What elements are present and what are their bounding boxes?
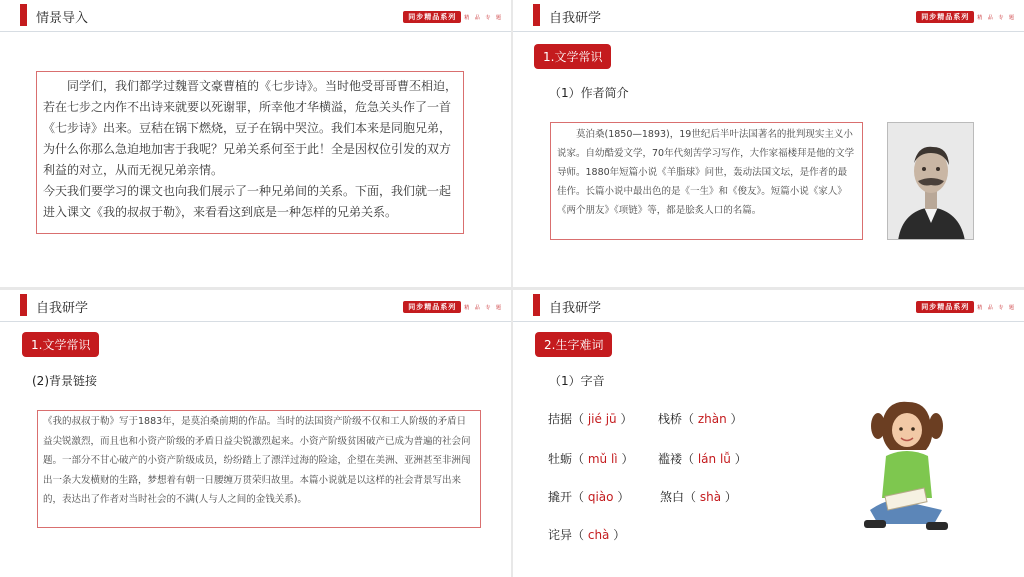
vocab-pinyin: qiào	[587, 490, 614, 504]
section-tag: 2.生字难词	[535, 332, 612, 357]
slide-background	[0, 290, 511, 577]
vocab-word: 撬开	[548, 490, 573, 504]
slide-title: 自我研学	[36, 301, 89, 316]
brand-label: 同步精品系列	[916, 11, 974, 23]
header-accent-bar	[533, 294, 540, 316]
vocab-item: 栈桥（ zhàn ）	[658, 412, 743, 426]
slide-title: 自我研学	[549, 11, 602, 26]
author-portrait	[887, 122, 974, 240]
vocab-item: 牡蛎（ mǔ lì ）	[548, 452, 634, 466]
brand-badge	[403, 301, 503, 313]
background-text-box: 《我的叔叔于勒》写于1883年，是莫泊桑前期的作品。当时的法国资产阶级不仅和工人阶级的矛盾日益尖锐激烈，而且也和小资产阶级的矛盾日益尖锐激烈起来。小资产阶级贫困破产已成为普遍的社会问题。一部分不甘心破产的小资产阶级成员，纷纷踏上了漂洋过海的险途，企望在美洲、亚洲甚至非洲闯出一条大发横财的生路，梦想着有朝一日腰缠万贯荣归故里。本篇小说就是以这样的社会背景写出来的，表达出了作者对当时社会的不满(人与人之间的金钱关系)。	[37, 410, 481, 528]
vocab-word: 拮据	[548, 412, 573, 426]
brand-sub-label: 精 品 专 题	[977, 14, 1016, 21]
vocab-pinyin: mǔ lì	[587, 452, 618, 466]
brand-sub-label: 精 品 专 题	[464, 304, 503, 311]
vocab-word: 褴褛	[658, 452, 683, 466]
slide-title: 情景导入	[36, 11, 89, 26]
vocab-item: 诧异（ chà ）	[548, 528, 626, 542]
vocab-pinyin: jié jū	[587, 412, 617, 426]
vocab-item: 撬开（ qiào ）	[548, 490, 630, 504]
brand-badge	[403, 11, 503, 23]
section-tag: 1.文学常识	[22, 332, 99, 357]
brand-sub-label: 精 品 专 题	[977, 304, 1016, 311]
vocab-item: 拮据（ jié jū ）	[548, 412, 633, 426]
brand-label: 同步精品系列	[403, 301, 461, 313]
header-accent-bar	[20, 4, 27, 26]
slide-header	[0, 290, 511, 322]
vocab-item: 煞白（ shà ）	[660, 490, 737, 504]
vocab-item: 褴褛（ lán lǚ ）	[658, 452, 747, 466]
section-subtitle: (2)背景链接	[32, 374, 97, 388]
slide-header	[0, 0, 511, 32]
vocab-word: 栈桥	[658, 412, 683, 426]
reading-girl-illustration	[856, 398, 956, 548]
vocab-word: 煞白	[660, 490, 685, 504]
vocab-word: 牡蛎	[548, 452, 573, 466]
vocab-pinyin: shà	[699, 490, 722, 504]
intro-text-box	[36, 71, 464, 234]
vocab-pinyin: chà	[587, 528, 610, 542]
slide-title: 自我研学	[549, 301, 602, 316]
intro-paragraph-2: 今天我们要学习的课文也向我们展示了一种兄弟间的关系。下面，我们就一起进入课文《我的叔叔于勒》，来看看这到底是一种怎样的兄弟关系。	[43, 184, 452, 219]
header-accent-bar	[533, 4, 540, 26]
brand-label: 同步精品系列	[403, 11, 461, 23]
vocab-word: 诧异	[548, 528, 573, 542]
portrait-image	[888, 123, 974, 240]
slide-author	[513, 0, 1024, 287]
slide-intro	[0, 0, 511, 287]
brand-sub-label: 精 品 专 题	[464, 14, 503, 21]
intro-paragraph-1: 同学们，我们都学过魏晋文豪曹植的《七步诗》。当时他受哥哥曹丕相迫，若在七步之内作不出诗来就要以死谢罪，所幸他才华横溢，危急关头作了一首《七步诗》出来。豆秸在锅下燃烧，豆子在锅中哭泣。我们本来是同胞兄弟，为什么你那么急迫地加害于我呢？兄弟关系何至于此！全是因权位引发的双方利益的对立，从而无视兄弟亲情。	[43, 79, 458, 177]
section-tag: 1.文学常识	[534, 44, 611, 69]
slide-header	[513, 0, 1024, 32]
brand-badge	[916, 11, 1016, 23]
vocab-pinyin: zhàn	[697, 412, 727, 426]
section-subtitle: （1）作者简介	[549, 86, 629, 100]
brand-label: 同步精品系列	[916, 301, 974, 313]
author-text-box: 莫泊桑(1850—1893)，19世纪后半叶法国著名的批判现实主义小说家。自幼酷爱文学，70年代刻苦学习写作，大作家福楼拜是他的文学导师。1880年短篇小说《羊脂球》问世，轰动法国文坛，是作者的最佳作。长篇小说中最出色的是《一生》和《俊友》。短篇小说《家人》《两个朋友》《项链》等，都是脍炙人口的名篇。	[550, 122, 863, 240]
vocab-pinyin: lán lǚ	[697, 452, 731, 466]
section-subtitle: （1）字音	[549, 374, 605, 388]
brand-badge	[916, 301, 1016, 313]
slide-header	[513, 290, 1024, 322]
header-accent-bar	[20, 294, 27, 316]
slide-vocabulary	[513, 290, 1024, 577]
